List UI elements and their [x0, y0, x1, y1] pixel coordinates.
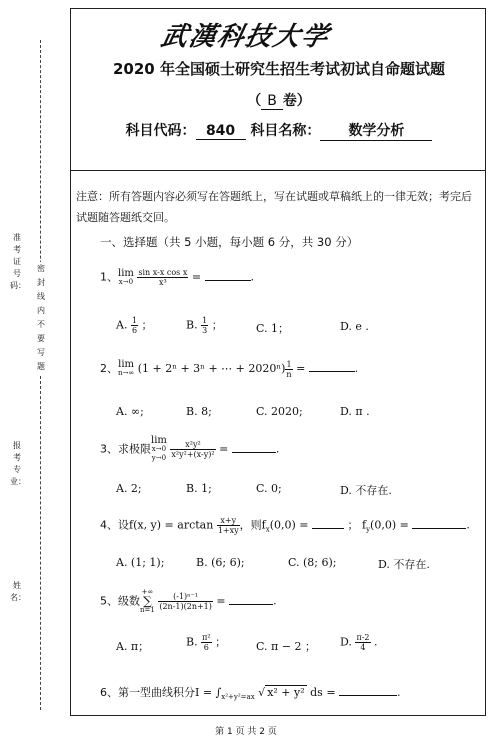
exam-title: 2020 年全国硕士研究生招生考试初试自命题试题 — [113, 60, 445, 78]
q1-option-a: A. $\frac{1}{6}$ ； — [116, 316, 153, 335]
q5-option-d: D. $\frac{\pi-2}{4}$ . — [340, 633, 378, 652]
q4-option-b: B. (6; 6); — [196, 556, 245, 569]
question-5: 5、级数 +∞ ∑ n=1 $\frac{\text{(-1)ⁿ⁻¹}}{(2n-1)(2n+1)}$ = . — [100, 588, 277, 614]
subject-code-label: 科目代码： — [125, 123, 196, 139]
margin-ticket-label: 准考证号码： — [10, 233, 26, 290]
answer-blank-2 — [309, 371, 355, 372]
header-divider — [70, 170, 486, 171]
question-3: 3、求极限 lim x→0 y→0 $\frac{\text{x²y²}}{\text{x²y²+(x-y)²}}$ = . — [100, 435, 280, 462]
q4-option-c: C. (8; 6); — [288, 556, 337, 569]
subject-line — [72, 120, 486, 141]
question-2: 2、 lim n→∞ (1 + 2ⁿ + 3ⁿ + ⋯ + 2020ⁿ) $\frac{1}{n}$ = . — [100, 359, 359, 379]
answer-blank-1 — [205, 280, 251, 281]
margin-major-label: 报考专业： — [10, 441, 26, 486]
answer-blank-4b — [412, 528, 466, 529]
q5-option-b: B. $\frac{\text{π²}}{6}$ ； — [186, 633, 227, 652]
university-logo: 武漢科技大学 — [158, 22, 333, 52]
answer-blank-6 — [339, 695, 397, 696]
q1-option-b: B. $\frac{1}{3}$ ； — [186, 316, 223, 335]
q2-option-d: D. π . — [340, 405, 370, 418]
answer-blank-5 — [229, 604, 273, 605]
q3-option-d: D. 不存在. — [340, 484, 392, 497]
question-6: 6、第一型曲线积分$I = \int_{x^2+y^2=ax}$ √ x² + y² ds = . — [100, 686, 401, 702]
q5-option-a: A. π； — [116, 640, 150, 653]
q4-option-a: A. (1; 1); — [116, 556, 165, 569]
question-4: 4、设f(x, y) = arctan $\frac{x+y}{1+xy}$ ，则$f_x(0,0)$ = ； $f_y(0,0)$ = . — [100, 516, 470, 535]
q2-option-c: C. 2020; — [256, 405, 303, 418]
q4-option-d: D. 不存在. — [378, 558, 430, 571]
subject-name-value: 数学分析 — [320, 120, 432, 141]
q5-option-c: C. π − 2 ； — [256, 640, 316, 653]
q3-option-a: A. 2; — [116, 482, 142, 495]
answer-blank-3 — [232, 452, 276, 453]
q3-option-b: B. 1; — [186, 482, 212, 495]
q3-option-c: C. 0; — [256, 482, 282, 495]
q2-option-a: A. ∞; — [116, 405, 144, 418]
margin-seal-text: 密封线内不要写题 — [34, 262, 48, 374]
q1-option-c: C. 1； — [256, 322, 290, 335]
subject-code-value: 840 — [196, 123, 246, 140]
answer-blank-4a — [312, 528, 344, 529]
subject-name-label: 科目名称： — [250, 123, 321, 139]
q2-option-b: B. 8; — [186, 405, 212, 418]
question-1: 1、 lim x→0 $\frac{\text{sin x-x cos x}}{\text{x³}}$ = . — [100, 267, 255, 287]
section-heading: 一、选择题（共 5 小题，每小题 6 分，共 30 分） — [100, 235, 359, 249]
notice-text: 注意：所有答题内容必须写在答题纸上，写在试题或草稿纸上的一律无效；考完后试题随答题纸交回。 — [76, 190, 472, 224]
page-footer: 第 1 页 共 2 页 — [215, 727, 277, 737]
paper-version: （ B 卷） — [247, 93, 311, 109]
paper-letter: B — [261, 93, 283, 110]
margin-name-label: 姓名： — [10, 581, 26, 602]
seal-line — [40, 40, 41, 710]
q1-option-d: D. e . — [340, 320, 369, 333]
